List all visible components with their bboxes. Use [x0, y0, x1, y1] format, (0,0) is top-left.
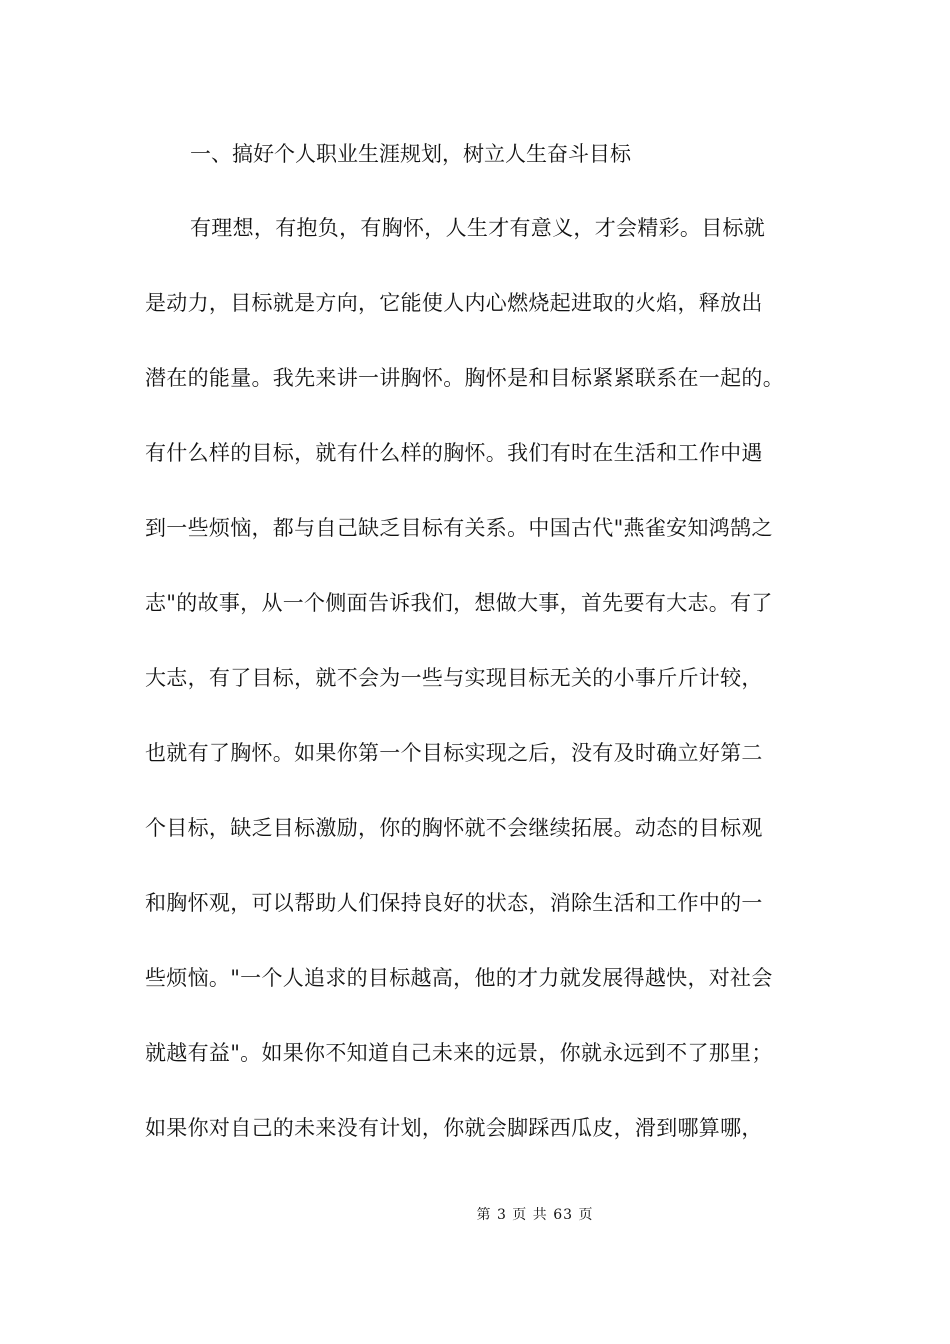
paragraph-line: 有理想，有抱负，有胸怀，人生才有意义，才会精彩。目标就 — [190, 216, 766, 240]
paragraph-line: 有什么样的目标，就有什么样的胸怀。我们有时在生活和工作中遇 — [145, 441, 763, 465]
paragraph-line: 和胸怀观，可以帮助人们保持良好的状态，消除生活和工作中的一 — [145, 891, 763, 915]
paragraph-line: 个目标，缺乏目标激励，你的胸怀就不会继续拓展。动态的目标观 — [145, 816, 763, 840]
paragraph-line: 也就有了胸怀。如果你第一个目标实现之后，没有及时确立好第二 — [145, 741, 763, 765]
page-number-footer: 第 3 页 共 63 页 — [476, 1207, 594, 1223]
paragraph-line: 些烦恼。"一个人追求的目标越高，他的才力就发展得越快，对社会 — [145, 966, 773, 990]
paragraph-line: 到一些烦恼，都与自己缺乏目标有关系。中国古代"燕雀安知鸿鹄之 — [145, 516, 773, 540]
paragraph-line: 就越有益"。如果你不知道自己未来的远景，你就永远到不了那里； — [145, 1041, 773, 1065]
paragraph-line: 志"的故事，从一个侧面告诉我们，想做大事，首先要有大志。有了 — [145, 591, 773, 615]
paragraph-line: 潜在的能量。我先来讲一讲胸怀。胸怀是和目标紧紧联系在一起的。 — [145, 366, 784, 390]
paragraph-line: 大志，有了目标，就不会为一些与实现目标无关的小事斤斤计较， — [145, 666, 763, 690]
section-heading: 一、搞好个人职业生涯规划，树立人生奋斗目标 — [190, 142, 631, 166]
paragraph-line: 如果你对自己的未来没有计划，你就会脚踩西瓜皮，滑到哪算哪， — [145, 1116, 763, 1140]
paragraph-line: 是动力，目标就是方向，它能使人内心燃烧起进取的火焰，释放出 — [145, 291, 763, 315]
